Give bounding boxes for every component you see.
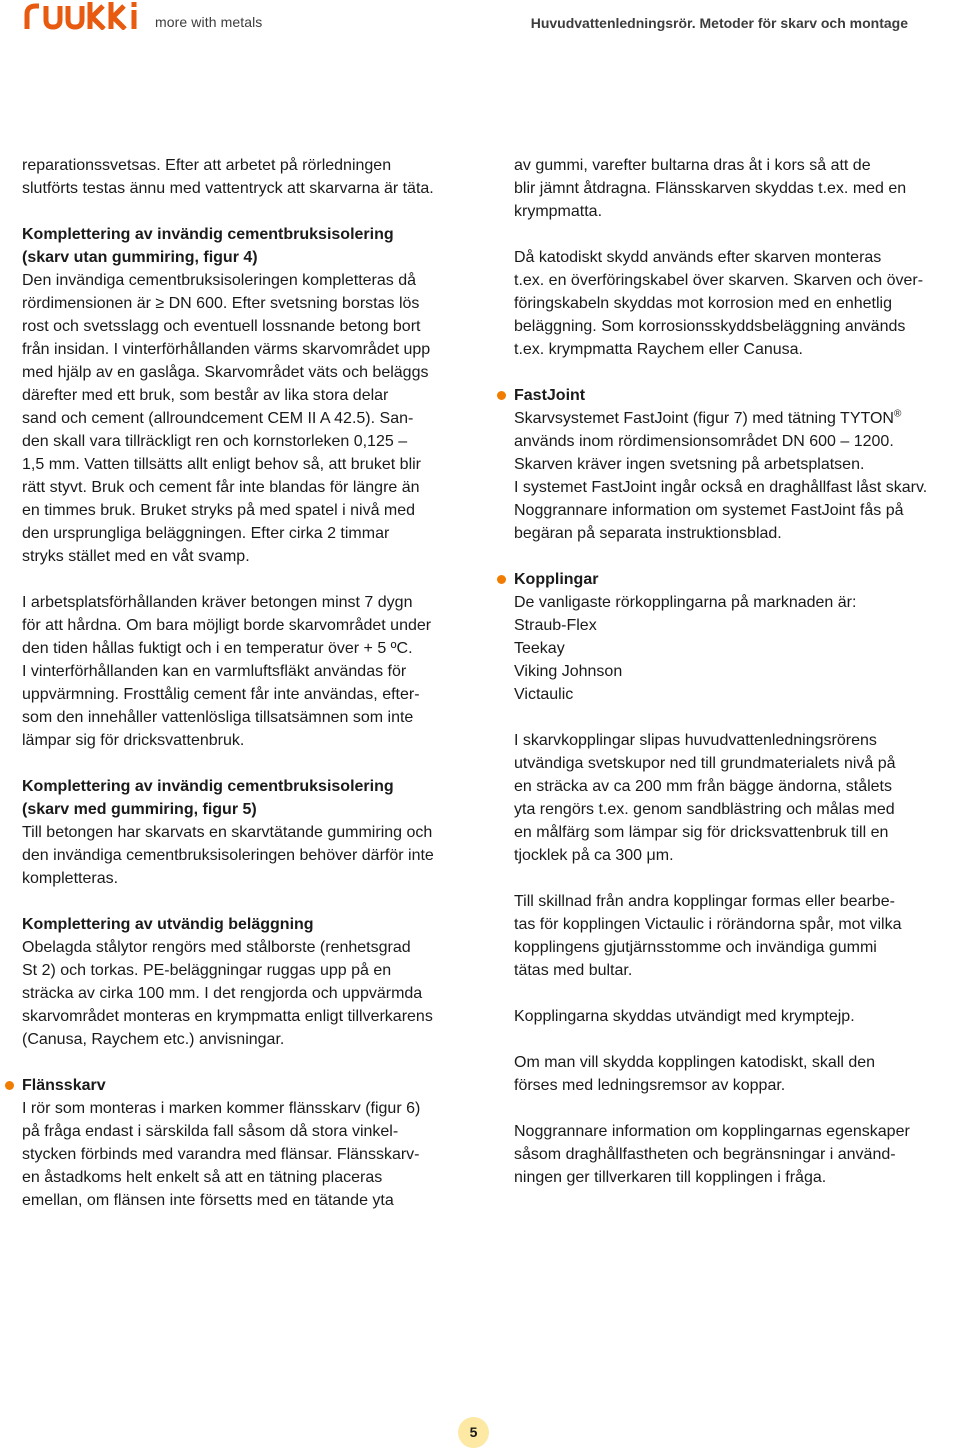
body-line: Noggrannare information om kopplingarnas egenskaper (514, 1123, 910, 1140)
body-line: en sträcka av ca 200 mm från bägge ändorna, stålets (514, 778, 892, 795)
bullet-icon (497, 391, 506, 400)
body-line: på fråga endast i särskilda fall såsom då stora vinkel- (22, 1123, 399, 1140)
body-line: Den invändiga cementbruksisoleringen kompletteras då (22, 272, 416, 289)
section-heading: (skarv med gummiring, figur 5) (22, 801, 257, 818)
page-number-badge: 5 (458, 1417, 489, 1448)
fastjoint-first-line: Skarvsystemet FastJoint (figur 7) med tätning TYTON (514, 410, 894, 427)
body-line: utvändiga svetskupor ned till grundmaterialets nivå på (514, 755, 896, 772)
body-line: begäran på separata instruktionsblad. (514, 525, 782, 542)
body-line: yta rengörs t.ex. genom sandblästring och målas med (514, 801, 895, 818)
section-heading: (skarv utan gummiring, figur 4) (22, 249, 258, 266)
brand-tagline: more with metals (155, 14, 263, 30)
body-line: Till skillnad från andra kopplingar formas eller bearbe- (514, 893, 895, 910)
body-line: tätas med bultar. (514, 962, 633, 979)
body-line: förses med ledningsremsor av koppar. (514, 1077, 786, 1094)
body-line: t.ex. en överföringskabel över skarven. Skarven och över- (514, 272, 924, 289)
body-line: den tiden hållas fuktigt och i en temperatur över + 5 ºC. (22, 640, 413, 657)
body-line: den ursprungliga beläggningen. Efter cirka 2 timmar (22, 525, 390, 542)
body-line: kompletteras. (22, 870, 119, 887)
fastjoint-section (514, 384, 954, 545)
body-line: används inom rördimensionsområdet DN 600 – 1200. (514, 433, 894, 450)
body-line: emellan, om flänsen inte försetts med en tätande yta (22, 1192, 394, 1209)
body-line (514, 407, 954, 430)
body-line: ningen ger tillverkaren till kopplingen i fråga. (514, 1169, 827, 1186)
body-line: St 2) och torkas. PE-beläggningar ruggas upp på en (22, 962, 392, 979)
coupling-name: Viking Johnson (514, 663, 623, 680)
bullet-icon (497, 575, 506, 584)
body-line: rost och svetsslagg och eventuell lossnande betong bort (22, 318, 421, 335)
body-line: lämpar sig för dricksvattenbruk. (22, 732, 245, 749)
body-line: uppvärmning. Frosttålig cement får inte användas, efter- (22, 686, 420, 703)
body-line: en åstadkoms helt enkelt så att en tätning placeras (22, 1169, 383, 1186)
body-line: en målfärg som lämpar sig för dricksvattenbruk till en (514, 824, 889, 841)
body-line: från insidan. I vinterförhållanden värms skarvområdet upp (22, 341, 431, 358)
body-line: Då katodiskt skydd används efter skarven monteras (514, 249, 882, 266)
body-line: med hjälp av en gaslåga. Skarvområdet väts och beläggs (22, 364, 429, 381)
ruukki-logo (24, 2, 146, 30)
section-heading: FastJoint (514, 387, 586, 404)
section-heading: Komplettering av utvändig beläggning (22, 916, 314, 933)
body-line: 1,5 mm. Vatten tillsätts allt enligt behov så, att bruket blir (22, 456, 421, 473)
body-line: (Canusa, Raychem etc.) anvisningar. (22, 1031, 285, 1048)
body-line: De vanligaste rörkopplingarna på marknaden är: (514, 594, 857, 611)
coupling-name: Teekay (514, 640, 565, 657)
body-line: krympmatta. (514, 203, 603, 220)
right-column (514, 154, 954, 1189)
body-line: beläggning. Som korrosionsskyddsbeläggning används (514, 318, 906, 335)
section-heading: Flänsskarv (22, 1077, 106, 1094)
body-line: Om man vill skydda kopplingen katodiskt, skall den (514, 1054, 876, 1071)
body-line: sträcka av cirka 100 mm. I det rengjorda och uppvärmda (22, 985, 423, 1002)
body-line: den invändiga cementbruksisoleringen behöver därför inte (22, 847, 434, 864)
body-line: tjocklek på ca 300 μm. (514, 847, 674, 864)
coupling-name: Straub-Flex (514, 617, 597, 634)
body-line: för att hårdna. Om bara möjligt borde skarvområdet under (22, 617, 432, 634)
left-column (22, 154, 474, 1212)
registered-mark: ® (893, 408, 902, 420)
coupling-name: Victaulic (514, 686, 574, 703)
left-intro-line: reparationssvetsas. Efter att arbetet på rörledningen (22, 157, 392, 174)
body-line: Obelagda stålytor rengörs med stålborste (renhetsgrad (22, 939, 411, 956)
body-line: Noggrannare information om systemet FastJoint fås på (514, 502, 904, 519)
body-line: kopplingens gjutjärnsstomme och invändiga gummi (514, 939, 877, 956)
body-line: I vinterförhållanden kan en varmluftsfläkt användas för (22, 663, 407, 680)
body-line: föringskabeln skyddas mot korrosion med en enhetlig (514, 295, 892, 312)
body-line: därefter med ett bruk, som består av lika stora delar (22, 387, 389, 404)
body-line: skarvområdet monteras en krympmatta enligt tillverkarens (22, 1008, 433, 1025)
section-heading: Komplettering av invändig cementbruksisolering (22, 778, 394, 795)
body-line: Kopplingarna skyddas utvändigt med krymptejp. (514, 1008, 855, 1025)
body-line: stryks stället med en våt svamp. (22, 548, 250, 565)
body-line: t.ex. krympmatta Raychem eller Canusa. (514, 341, 803, 358)
body-line: I systemet FastJoint ingår också en draghållfast låst skarv. (514, 479, 928, 496)
section-heading: Kopplingar (514, 571, 599, 588)
body-line: såsom draghållfastheten och begränsningar i använd- (514, 1146, 896, 1163)
bullet-icon (5, 1081, 14, 1090)
body-line: I skarvkopplingar slipas huvudvattenledningsrörens (514, 732, 877, 749)
section-heading: Komplettering av invändig cementbruksisolering (22, 226, 394, 243)
body-line: rördimensionen är ≥ DN 600. Efter svetsning borstas lös (22, 295, 420, 312)
body-line: I arbetsplatsförhållanden kräver betongen minst 7 dygn (22, 594, 413, 611)
body-line: av gummi, varefter bultarna dras åt i kors så att de (514, 157, 871, 174)
page-header (0, 0, 960, 40)
left-intro-line: slutförts testas ännu med vattentryck att skarvarna är täta. (22, 180, 434, 197)
body-line: sand och cement (allroundcement CEM II A 42.5). San- (22, 410, 414, 427)
flansskarv-section (22, 1074, 474, 1212)
body-line: en timmes bruk. Bruket stryks på med spatel i nivå med (22, 502, 416, 519)
body-line: som den innehåller vattenlösliga tillsatsämnen som inte (22, 709, 414, 726)
body-line: Skarven kräver ingen svetsning på arbetsplatsen. (514, 456, 865, 473)
body-line: rätt styvt. Bruk och cement får inte blandas för längre än (22, 479, 420, 496)
body-line: I rör som monteras i marken kommer flänsskarv (figur 6) (22, 1100, 421, 1117)
document-title: Huvudvattenledningsrör. Metoder för skarv och montage (530, 15, 908, 31)
body-line: tas för kopplingen Victaulic i rörändorna spår, mot vilka (514, 916, 902, 933)
kopplingar-section (514, 568, 954, 706)
body-line: stycken förbinds med varandra med flänsar. Flänsskarv- (22, 1146, 420, 1163)
body-line: Till betongen har skarvats en skarvtätande gummiring och (22, 824, 433, 841)
body-line: den skall vara tillräckligt ren och kornstorleken 0,125 – (22, 433, 408, 450)
body-line: blir jämnt åtdragna. Flänsskarven skyddas t.ex. med en (514, 180, 907, 197)
